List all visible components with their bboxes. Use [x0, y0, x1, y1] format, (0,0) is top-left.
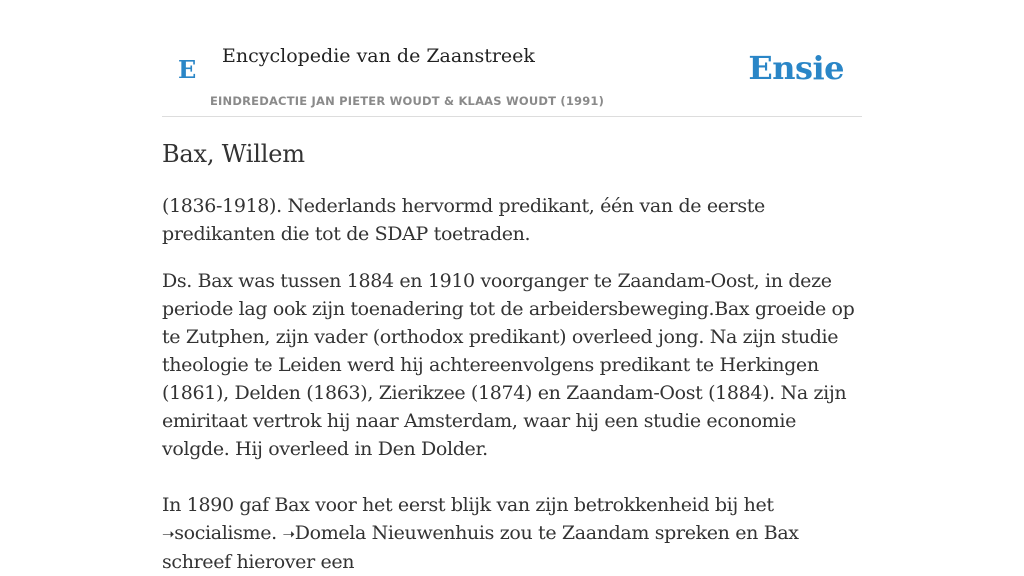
entry-body-paragraph-2	[162, 491, 862, 576]
article	[162, 138, 862, 576]
encyclopedia-logo[interactable]: E	[178, 55, 197, 84]
paragraph-text: .	[271, 522, 283, 544]
entry-summary: (1836-1918). Nederlands hervormd predikant, één van de eerste predikanten die tot de SDAP toetraden.	[162, 195, 765, 245]
book-title-link[interactable]: Encyclopedie van de Zaanstreek	[222, 45, 535, 67]
editors-credit: EINDREDACTIE JAN PIETER WOUDT & KLAAS WOUDT (1991)	[210, 94, 605, 108]
cross-reference-arrow-icon: ➝	[282, 525, 295, 543]
xref-label: socialisme	[174, 522, 272, 544]
entry-body-paragraph: Ds. Bax was tussen 1884 en 1910 voorganger te Zaandam-Oost, in deze periode lag ook zijn toenadering tot de arbeidersbeweging.Bax groeide op te Zutphen, zijn vader (orthodox predikant) overleed jong. Na zijn studie theologie te Leiden werd hij achtereenvolgens predikant te Herkingen (1861), Delden (1863), Zierikzee (1874) en Zaandam-Oost (1884). Na zijn emiritaat vertrok hij naar Amsterdam, waar hij een studie economie volgde. Hij overleed in Den Dolder.	[162, 270, 855, 460]
header	[162, 0, 862, 117]
xref-label: Domela Nieuwenhuis	[294, 522, 495, 544]
paragraph-text: In 1890 gaf Bax voor het eerst blijk van zijn betrokkenheid bij het	[162, 494, 774, 516]
xref-link-socialisme[interactable]	[162, 522, 271, 544]
paragraph-text: zou te Zaandam spreken en Bax schreef hierover een	[162, 522, 799, 573]
ensie-brand-logo[interactable]: Ensie	[748, 49, 844, 87]
cross-reference-arrow-icon: ➝	[162, 525, 175, 543]
entry-title: Bax, Willem	[162, 140, 305, 168]
xref-link-domela-nieuwenhuis[interactable]	[283, 522, 495, 544]
